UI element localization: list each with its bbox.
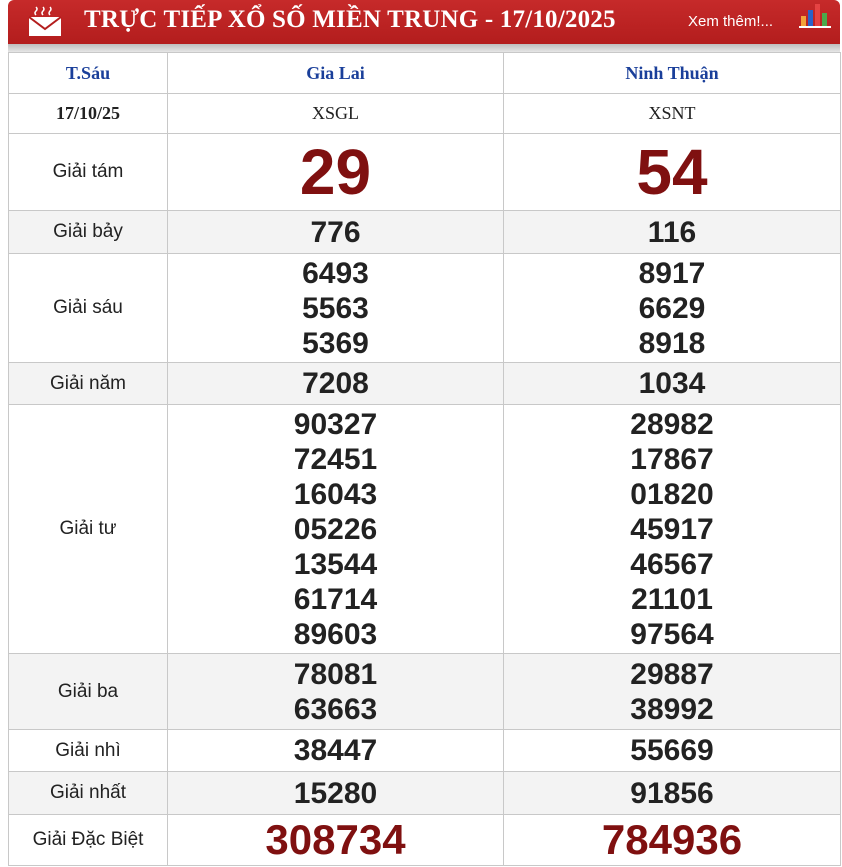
prize-number: 29887	[630, 657, 714, 691]
prize-cell-gia-lai	[168, 772, 504, 815]
prize-label: Giải bảy	[9, 211, 168, 254]
prize-row-g6	[9, 254, 841, 363]
prize-number: 55669	[630, 734, 714, 767]
province-name-ninh-thuan[interactable]: Ninh Thuận	[504, 53, 841, 94]
prize-row-g7	[9, 211, 841, 254]
prize-number: 21101	[631, 582, 713, 616]
special-prize-number: 784936	[601, 816, 743, 863]
prize-number: 78081	[293, 657, 378, 691]
prize-number: 28982	[630, 407, 714, 441]
prize-number: 01820	[630, 477, 714, 511]
prize-number: 13544	[293, 547, 378, 581]
prize-row-g8	[9, 134, 841, 211]
prize-cell-ninh-thuan	[504, 730, 841, 772]
prize-label: Giải nhất	[9, 772, 168, 815]
prize-number: 38992	[630, 692, 714, 726]
prize-cell-gia-lai	[168, 405, 504, 654]
bar-chart-icon[interactable]	[798, 2, 834, 28]
page-title: TRỰC TIẾP XỔ SỐ MIỀN TRUNG - 17/10/2025	[84, 6, 616, 33]
prize-number: 46567	[630, 547, 714, 581]
prize-cell-ninh-thuan	[504, 254, 841, 363]
prize-cell-gia-lai	[168, 254, 504, 363]
prize-row-g3	[9, 654, 841, 730]
prize-number: 8917	[638, 256, 706, 290]
prize-label: Giải năm	[9, 363, 168, 405]
draw-date-cell: 17/10/25	[9, 94, 168, 134]
prize-cell-ninh-thuan	[504, 363, 841, 405]
prize-cell-ninh-thuan	[504, 211, 841, 254]
prize-number: 15280	[293, 776, 378, 810]
province-name-gia-lai[interactable]: Gia Lai	[168, 53, 504, 94]
prize-number: 7208	[302, 367, 369, 400]
prize-row-special	[9, 815, 841, 866]
prize-cell-gia-lai	[168, 815, 504, 866]
prize-number: 8918	[638, 326, 706, 360]
prize-label: Giải tám	[9, 134, 168, 211]
prize-number: 1034	[638, 367, 706, 400]
prize-row-g4	[9, 405, 841, 654]
province-code-gia-lai: XSGL	[168, 94, 504, 134]
prize-number: 63663	[293, 692, 378, 726]
special-prize-number: 308734	[265, 816, 406, 863]
prize-number: 97564	[630, 617, 714, 651]
prize-number: 5563	[302, 291, 369, 325]
prize-label: Giải Đặc Biệt	[9, 815, 168, 866]
prize-cell-ninh-thuan	[504, 134, 841, 211]
prize-label: Giải ba	[9, 654, 168, 730]
prize-number: 38447	[293, 734, 378, 767]
prize-number: 90327	[293, 407, 378, 441]
prize-row-g2	[9, 730, 841, 772]
prize-label: Giải tư	[9, 405, 168, 654]
prize-cell-gia-lai	[168, 730, 504, 772]
prize-number: 6493	[302, 256, 369, 290]
prize-number: 89603	[293, 617, 378, 651]
prize-number: 5369	[302, 326, 369, 360]
prize-cell-ninh-thuan	[504, 815, 841, 866]
prize-row-g5	[9, 363, 841, 405]
prize-number: 17867	[630, 442, 714, 476]
prize-number: 54	[636, 136, 708, 208]
prize-number: 05226	[293, 512, 378, 546]
results-table	[8, 52, 841, 866]
mail-icon	[26, 4, 66, 38]
province-code-ninh-thuan: XSNT	[504, 94, 841, 134]
prize-label: Giải sáu	[9, 254, 168, 363]
prize-cell-ninh-thuan	[504, 654, 841, 730]
prize-number: 6629	[638, 291, 706, 325]
prize-number: 29	[299, 136, 372, 208]
weekday-cell: T.Sáu	[9, 53, 168, 94]
prize-cell-gia-lai	[168, 654, 504, 730]
prize-cell-gia-lai	[168, 363, 504, 405]
prize-cell-gia-lai	[168, 134, 504, 211]
prize-number: 45917	[630, 512, 714, 546]
prize-number: 72451	[293, 442, 378, 476]
prize-cell-gia-lai	[168, 211, 504, 254]
province-header-row	[9, 53, 841, 94]
province-code-row	[9, 94, 841, 134]
prize-number: 61714	[293, 582, 378, 616]
prize-number: 91856	[630, 776, 714, 810]
prize-number: 776	[310, 215, 361, 249]
header-shadow	[8, 44, 840, 52]
see-more-link[interactable]: Xem thêm!...	[688, 13, 774, 30]
prize-cell-ninh-thuan	[504, 772, 841, 815]
prize-cell-ninh-thuan	[504, 405, 841, 654]
prize-row-g1	[9, 772, 841, 815]
results-header	[8, 0, 840, 44]
prize-number: 116	[647, 215, 697, 249]
prize-number: 16043	[293, 477, 378, 511]
prize-label: Giải nhì	[9, 730, 168, 772]
